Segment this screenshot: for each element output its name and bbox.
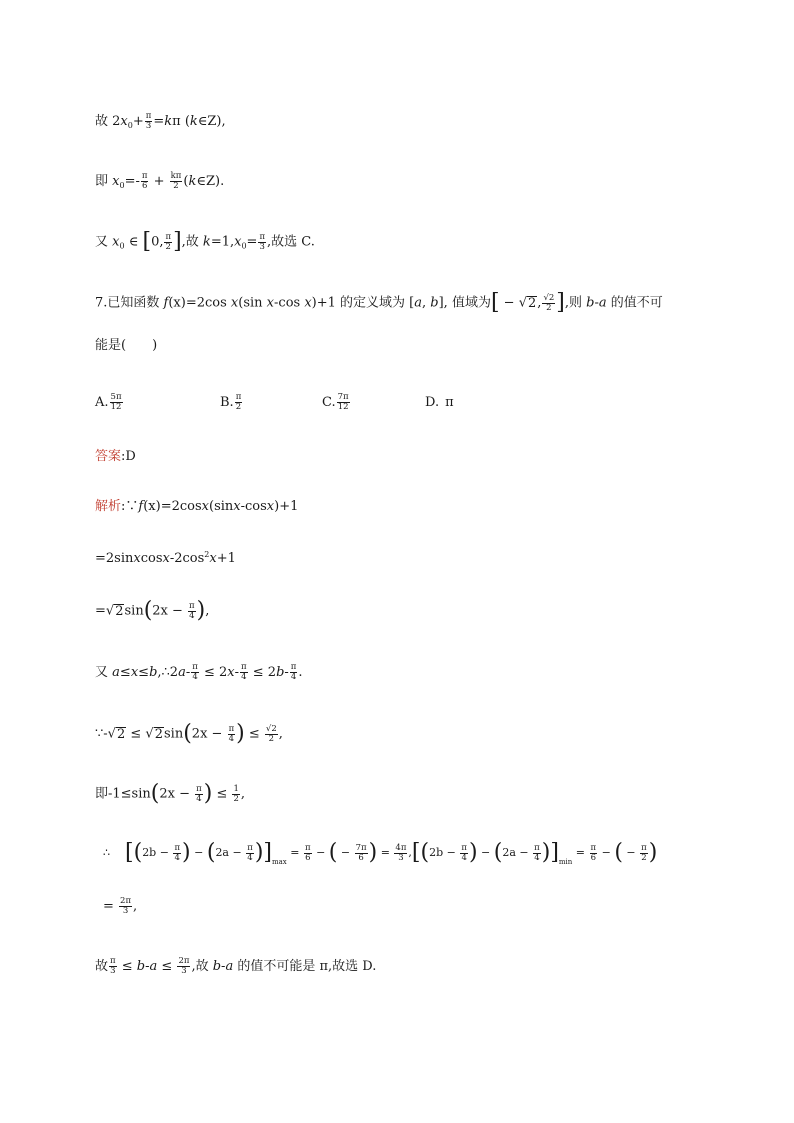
fraction: $\frac{\pi}{4}$ (189, 600, 195, 621)
step-8: = $\frac{2\pi}{3}$ , (103, 896, 138, 916)
fraction: $\frac{2\pi}{3}$ (120, 896, 132, 916)
fraction: $\frac{\pi}{4}$ (192, 662, 198, 682)
step-6: 即-1≤sin(2x − $\frac{\pi}{4}$ ) ≤ $\frac{1}{2}$ , (95, 781, 246, 806)
conclusion-line: 故 $\frac{\pi}{3}$ ≤ b-a ≤ $\frac{2\pi}{3}$ ,故 b-a 的值不可能是 π,故选 D. (95, 956, 377, 976)
option-b: B. $\frac{\pi}{2}$ (220, 392, 242, 412)
fraction: $\frac{\pi}{6}$ (304, 842, 311, 863)
question-7-stem: 7.已知函数 f(x)=2cos x(sin x-cos x)+1 的定义域为 [a, b], 值域为[ − √2, $\frac{√2}{2}$ ],则 b-a 的值不可 (95, 290, 663, 315)
fraction: $\frac{√2}{2}$ (543, 292, 555, 313)
fraction: $\frac{\pi}{6}$ (141, 171, 148, 191)
fraction: $\frac{\pi}{4}$ (241, 662, 247, 682)
fraction: $\frac{7\pi}{6}$ (355, 842, 367, 863)
fraction: $\frac{\pi}{2}$ (641, 842, 647, 863)
step-5: ∵-√2 ≤ √2sin(2x − $\frac{\pi}{4}$ ) ≤ $\frac{√2}{2}$ , (95, 721, 283, 746)
option-d: D. π (425, 395, 454, 410)
fraction: $\frac{\pi}{2}$ (235, 392, 242, 412)
fraction: $\frac{5\pi}{12}$ (110, 392, 122, 412)
fraction: $\frac{2\pi}{3}$ (178, 956, 190, 976)
solution-line-3: 又 $x_0$ ∈ [0, $\frac{\pi}{2}$ ],故 $k=1,x_0=$ $\frac{\pi}{3}$ ,故选 C. (95, 229, 315, 254)
step-3: =√2sin(2x − $\frac{\pi}{4}$ ), (95, 598, 210, 623)
fraction: $\frac{7\pi}{12}$ (337, 392, 349, 412)
solution-line-2: 即 $x_0=-$ $\frac{\pi}{6}$ + $\frac{k\pi}{2}$ (k∈Z). (95, 171, 225, 191)
fraction: $\frac{\pi}{4}$ (247, 842, 253, 863)
fraction: $\frac{\pi}{4}$ (196, 783, 202, 804)
fraction: $\frac{1}{2}$ (233, 783, 239, 804)
answer-line: 答案:D (95, 449, 136, 464)
fraction: $\frac{\pi}{2}$ (165, 231, 172, 252)
fraction: $\frac{\pi}{3}$ (259, 231, 266, 252)
fraction: $\frac{k\pi}{2}$ (170, 171, 182, 191)
fraction: $\frac{\pi}{3}$ (110, 956, 116, 976)
solution-line-1: 故 $2x_0+$ $\frac{\pi}{3}$ =kπ (k∈Z), (95, 111, 226, 131)
fraction: $\frac{\pi}{3}$ (145, 111, 152, 131)
analysis-line: 解析:∵f(x)=2cosx(sinx-cosx)+1 (95, 499, 299, 514)
fraction: $\frac{√2}{2}$ (265, 723, 277, 744)
option-a: A. $\frac{5\pi}{12}$ (95, 392, 122, 412)
fraction: $\frac{\pi}{4}$ (228, 723, 235, 744)
fraction: $\frac{\pi}{6}$ (590, 842, 597, 863)
fraction: $\frac{\pi}{4}$ (534, 842, 540, 863)
step-4: 又 a≤x≤b,∴2a- $\frac{\pi}{4}$ ≤ 2x- $\frac{\pi}{4}$ ≤ 2b- $\frac{\pi}{4}$ . (95, 662, 303, 682)
fraction: $\frac{\pi}{4}$ (290, 662, 297, 682)
step-7: ∴ [(2b − $\frac{\pi}{4}$ ) − (2a − $\frac{\pi}{4}$ )]$_{max}$ = $\frac{\pi}{6}$ − ( − $\frac{7\pi}{6}$ ) = $\frac{4\pi}{3}$ ,[(2b − $\frac{\pi}{4}$ ) − (2a − $\frac{\pi}{4}$ )]$_{min}$ = $\frac{\pi}{6}$ − ( − $\frac{\pi}{2}$ ) (103, 840, 658, 866)
option-c: C. $\frac{7\pi}{12}$ (322, 392, 349, 412)
step-2: $=2sinxcosx-2\cos^2x+1$ (95, 550, 236, 566)
question-7-stem-cont: 能是( ) (95, 338, 158, 353)
fraction: $\frac{\pi}{4}$ (461, 842, 467, 863)
fraction: $\frac{4\pi}{3}$ (395, 842, 407, 863)
fraction: $\frac{\pi}{4}$ (174, 842, 181, 863)
